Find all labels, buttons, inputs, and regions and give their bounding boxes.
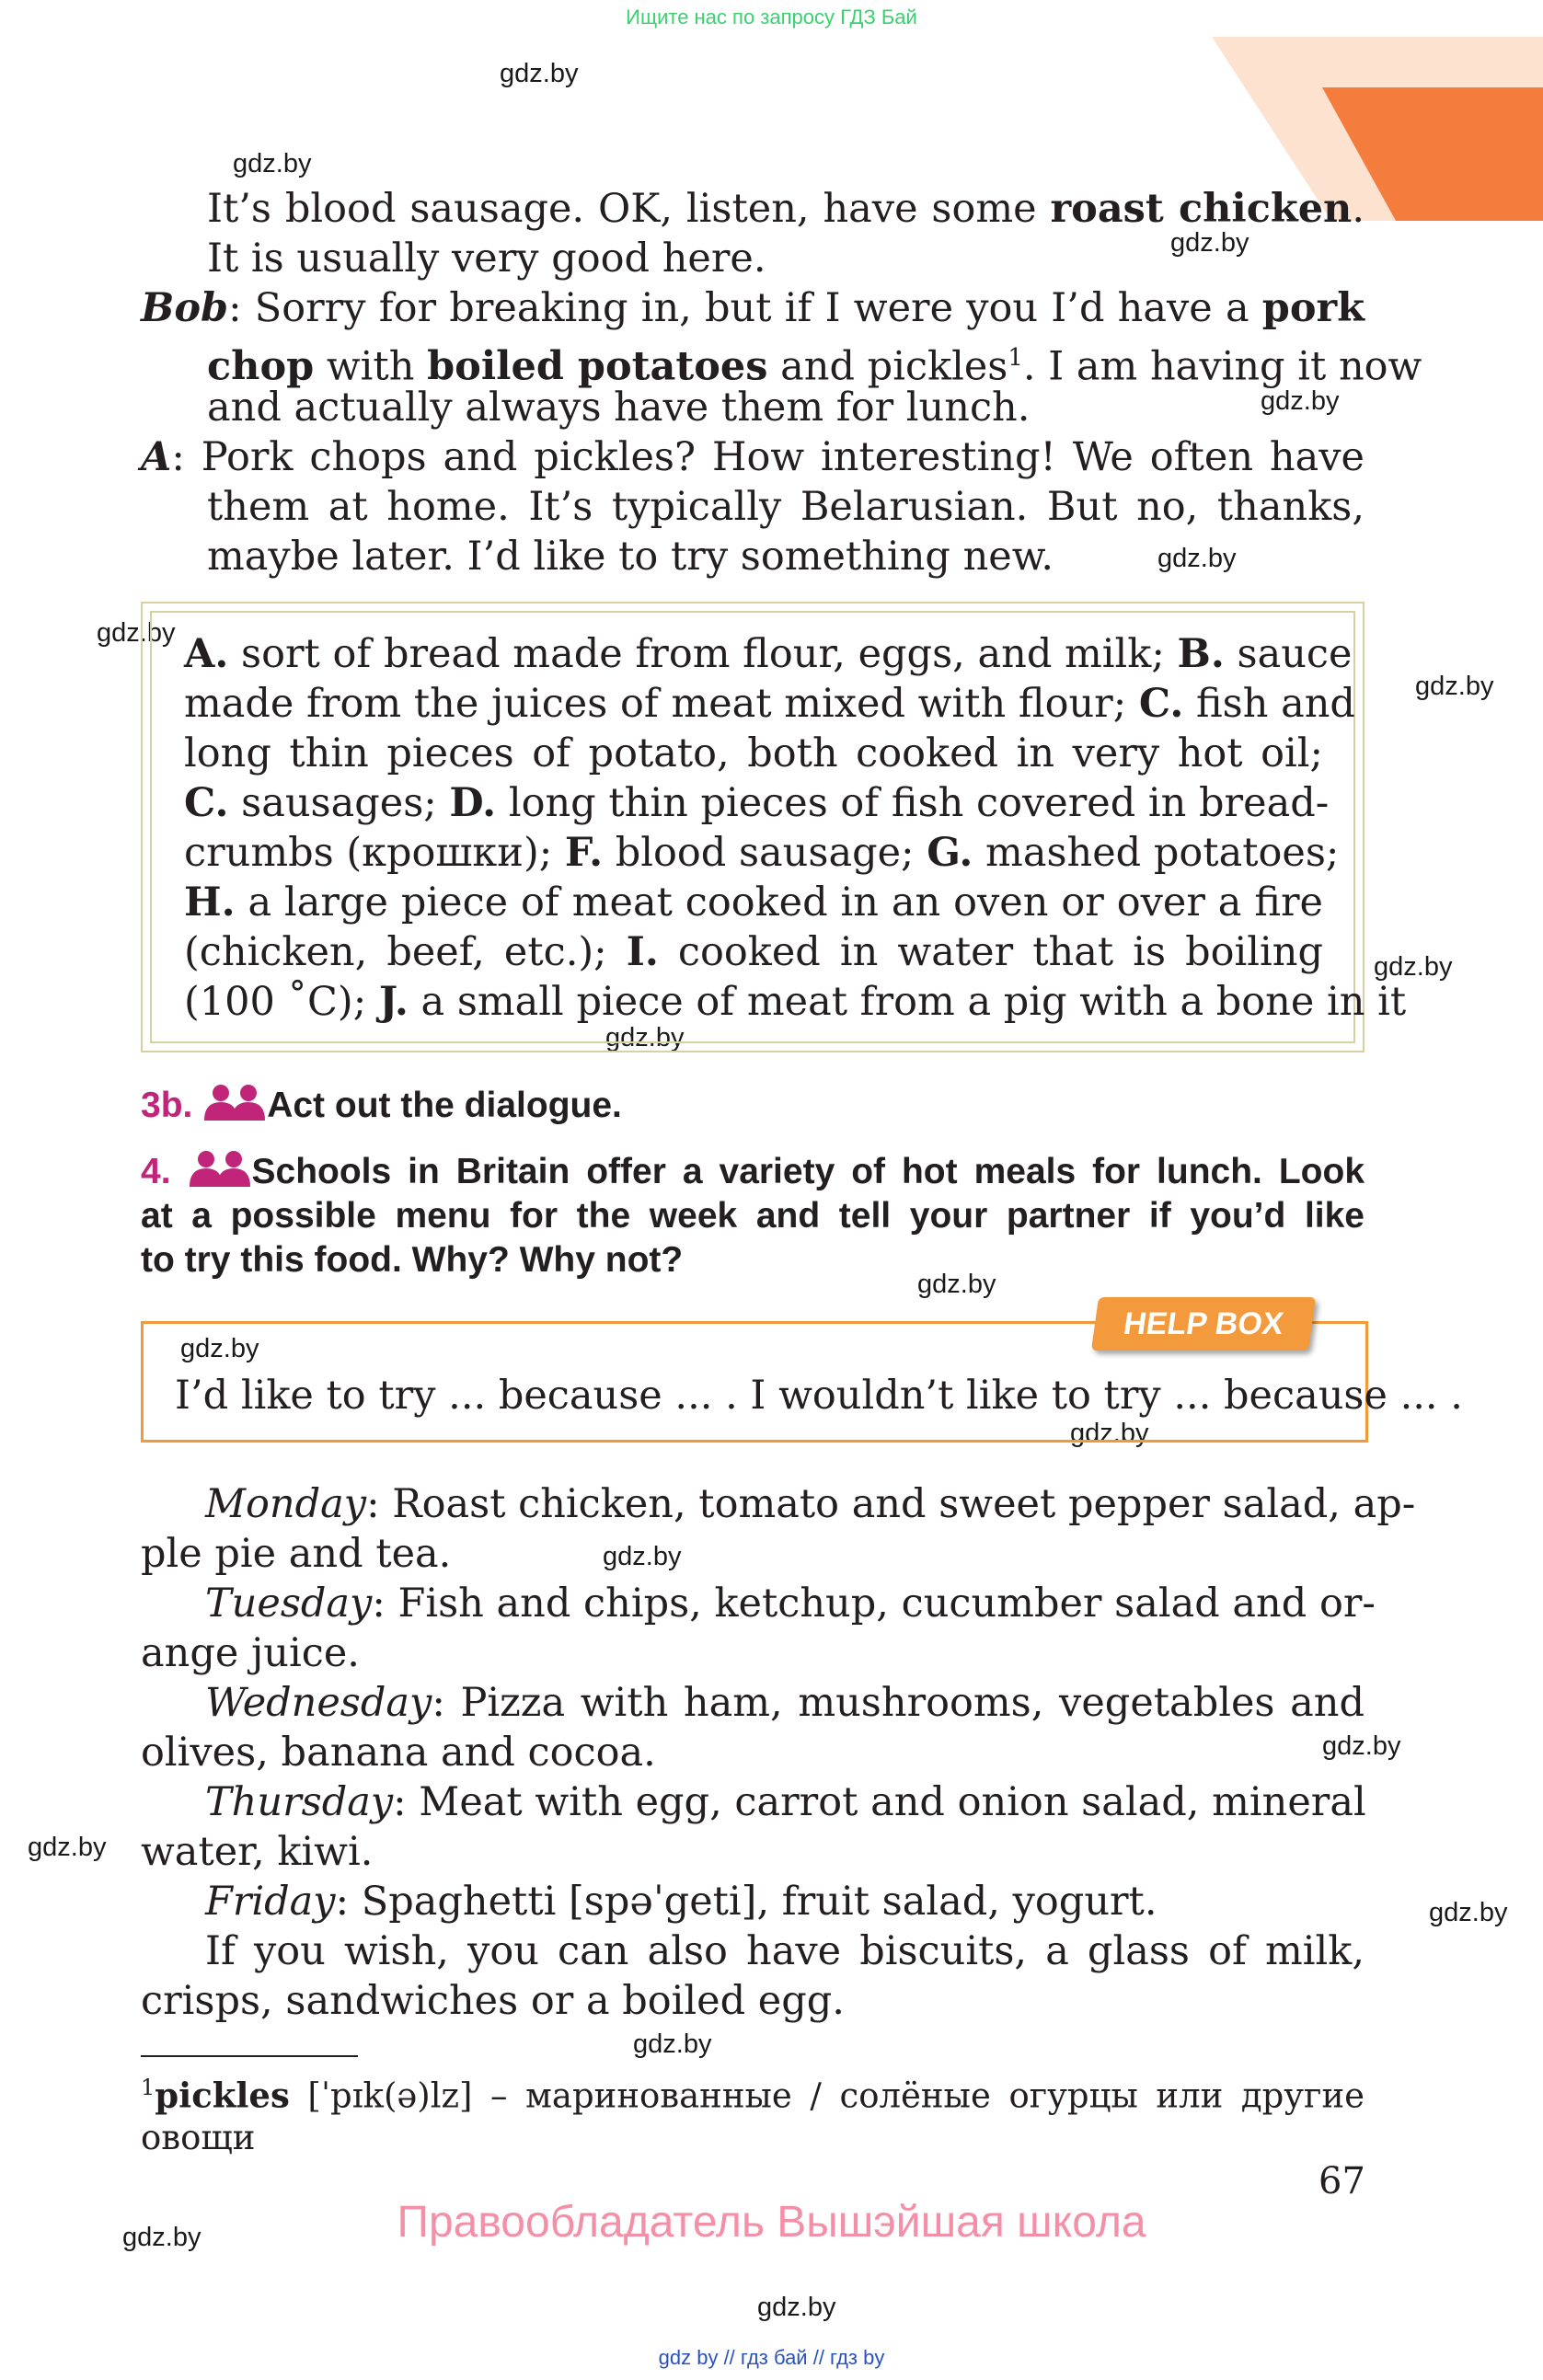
menu-line: ple pie and tea.	[141, 1531, 452, 1577]
dialogue-line: maybe later. I’d like to try something new.	[207, 534, 1054, 580]
copyright-holder: Правообладатель Вышэйшая школа	[397, 2198, 1146, 2247]
watermark: gdz.by	[603, 1542, 682, 1571]
task-line: 4. Schools in Britain offer a variety of hot meals for lunch. Look	[141, 1152, 1365, 1191]
definition-line: A. sort of bread made from flour, eggs, and milk; B. sauce	[184, 631, 1353, 677]
dialogue-line: Bob: Sorry for breaking in, but if I were you I’d have a pork	[141, 285, 1365, 331]
dialogue-line: It is usually very good here.	[207, 236, 766, 282]
watermark: gdz.by	[28, 1833, 107, 1862]
watermark: gdz.by	[1261, 386, 1340, 416]
menu-line: ange juice.	[141, 1630, 360, 1676]
bottom-links[interactable]: gdz by // гдз бай // гдз by	[658, 2346, 885, 2369]
footnote	[141, 2066, 1365, 2159]
watermark: gdz.by	[1322, 1731, 1401, 1761]
definition-line: long thin pieces of potato, both cooked in very hot oil;	[184, 730, 1323, 776]
watermark: gdz.by	[917, 1270, 996, 1299]
task-text: Act out the dialogue.	[267, 1086, 622, 1125]
menu-line: Thursday: Meat with egg, carrot and onion salad, mineral	[205, 1779, 1366, 1825]
definition-line: crumbs (крошки); F. blood sausage; G. mashed potatoes;	[184, 830, 1340, 876]
task-number: 3b.	[141, 1086, 193, 1125]
watermark: gdz.by	[97, 618, 176, 648]
menu-day: Tuesday	[205, 1581, 373, 1627]
speaker-bob: Bob	[141, 285, 229, 331]
menu-line: Monday: Roast chicken, tomato and sweet pepper salad, ap-	[205, 1481, 1416, 1527]
help-box-text: I’d like to try ... because ... . I wouldn’t like to try ... because ... .	[175, 1373, 1463, 1419]
task-3b	[141, 1084, 622, 1128]
watermark: gdz.by	[233, 149, 312, 178]
top-banner: Ищите нас по запросу ГДЗ Бай	[626, 6, 917, 29]
help-box-tag: HELP BOX	[1091, 1297, 1316, 1351]
definition-line: (chicken, beef, etc.); I. cooked in water that is boiling	[184, 929, 1323, 975]
menu-day: Thursday	[205, 1779, 394, 1825]
task-line: at a possible menu for the week and tell your partner if you’d like	[141, 1196, 1365, 1236]
menu-line: Wednesday: Pizza with ham, mushrooms, vegetables and	[205, 1680, 1365, 1726]
menu-line: olives, banana and cocoa.	[141, 1730, 656, 1776]
weekly-menu	[141, 1479, 1416, 2031]
definition-line: C. sausages; D. long thin pieces of fish covered in bread-	[184, 780, 1330, 826]
menu-line: If you wish, you can also have biscuits, a glass of milk,	[205, 1928, 1365, 1974]
dialogue-line: It’s blood sausage. OK, listen, have some roast chicken.	[207, 186, 1365, 232]
menu-day: Monday	[205, 1481, 367, 1527]
dialogue-line: A: Pork chops and pickles? How interesting! We often have	[141, 434, 1365, 480]
menu-line: water, kiwi.	[141, 1829, 374, 1875]
watermark: gdz.by	[633, 2029, 712, 2059]
footnote-marker: 1	[141, 2075, 155, 2100]
definition-line: (100 ˚C); J. a small piece of meat from a pig with a bone in it	[184, 979, 1407, 1025]
watermark: gdz.by	[605, 1023, 685, 1052]
watermark: gdz.by	[500, 59, 579, 88]
task-4	[141, 1150, 1365, 1282]
task-line: to try this food. Why? Why not?	[141, 1240, 684, 1280]
watermark: gdz.by	[1415, 672, 1494, 701]
menu-day: Wednesday	[205, 1680, 432, 1726]
pair-work-icon	[202, 1084, 267, 1121]
page-number: 67	[1318, 2160, 1365, 2202]
speaker-a: A	[141, 434, 172, 480]
menu-day: Friday	[205, 1879, 336, 1925]
dialogue-line: and actually always have them for lunch.	[207, 385, 1031, 431]
watermark: gdz.by	[1070, 1419, 1149, 1448]
watermark: gdz.by	[757, 2293, 836, 2322]
dialogue-line: chop with boiled potatoes and pickles$^1$. I am having it now	[207, 343, 1422, 390]
pair-work-icon	[188, 1150, 252, 1187]
watermark: gdz.by	[1157, 544, 1237, 573]
definition-line: H. a large piece of meat cooked in an oven or over a fire	[184, 880, 1323, 926]
footnote-line: $^1$pickles [ˈpɪk(ə)lz] – маринованные / солёные огурцы или другие	[141, 2075, 1365, 2116]
watermark: gdz.by	[1429, 1898, 1508, 1927]
definition-line: made from the juices of meat mixed with flour; C. fish and	[184, 681, 1355, 727]
watermark: gdz.by	[1374, 952, 1453, 982]
menu-line: Tuesday: Fish and chips, ketchup, cucumber salad and or-	[205, 1581, 1376, 1627]
task-number: 4.	[141, 1152, 171, 1191]
menu-line: Friday: Spaghetti [spəˈgeti], fruit salad, yogurt.	[205, 1879, 1157, 1925]
footnote-rule	[141, 2055, 358, 2057]
dialogue-line: them at home. It’s typically Belarusian. But no, thanks,	[207, 484, 1365, 530]
footnote-ref: 1	[1008, 344, 1023, 372]
watermark: gdz.by	[1170, 228, 1249, 258]
footnote-line: овощи	[141, 2118, 256, 2158]
dialogue	[141, 184, 1422, 589]
watermark: gdz.by	[122, 2223, 202, 2252]
menu-line: crisps, sandwiches or a boiled egg.	[141, 1978, 845, 2024]
definitions-text	[184, 629, 1407, 1034]
watermark: gdz.by	[180, 1334, 259, 1363]
